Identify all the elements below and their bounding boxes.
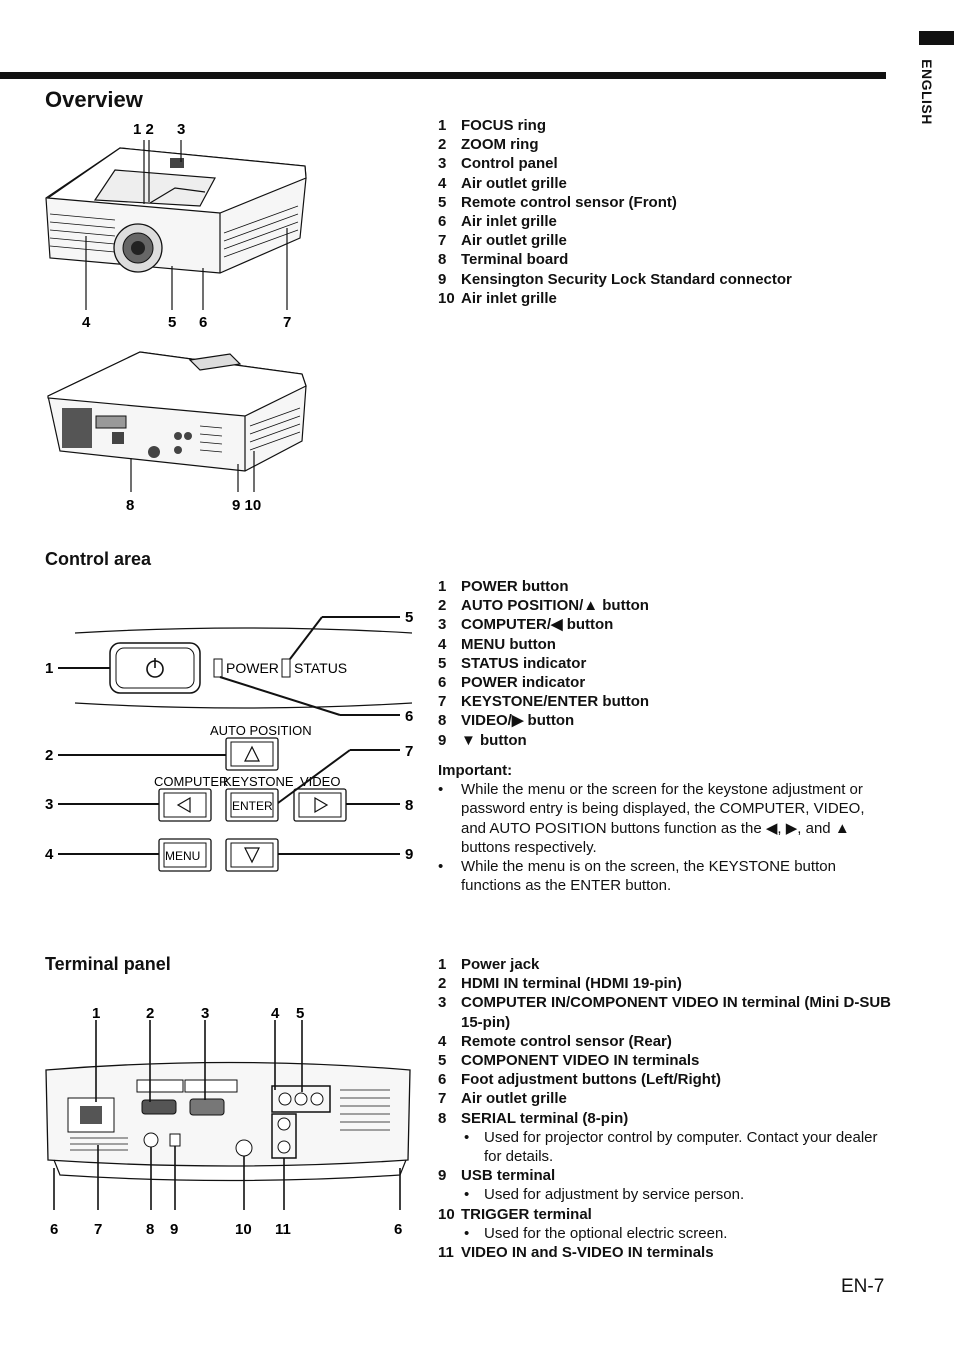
list-item: 8 Terminal board [438, 251, 569, 269]
list-item: 2 AUTO POSITION/▲ button [438, 597, 649, 615]
control-callout-3: 3 [45, 796, 54, 813]
auto-position-button[interactable] [226, 738, 278, 770]
projector-rear-illustration [40, 346, 360, 518]
terminal-list [438, 955, 898, 1262]
list-item: 3 COMPUTER/◀ button [438, 616, 614, 634]
status-indicator [282, 659, 290, 677]
keystone-label: KEYSTONE [223, 774, 294, 789]
header-rule [0, 72, 886, 79]
important-note-2: • While the menu is on the screen, the KEYSTONE button functions as the ENTER button. [438, 858, 836, 895]
terminal-callout-3: 3 [201, 1005, 210, 1022]
control-panel-illustration [40, 605, 425, 885]
list-item: 9 USB terminal [438, 1167, 556, 1185]
front-callout-5: 5 [168, 314, 177, 331]
computer-button[interactable] [159, 789, 211, 821]
list-item: 8 SERIAL terminal (8-pin) [438, 1109, 629, 1127]
terminal-callout-6-left: 6 [50, 1221, 59, 1238]
list-item: 6 Air inlet grille [438, 213, 557, 231]
side-tab-marker [919, 31, 954, 45]
terminal-panel-illustration [40, 1000, 420, 1245]
list-item: 4 Air outlet grille [438, 174, 567, 192]
control-callout-1: 1 [45, 660, 54, 677]
page-title: Overview [45, 87, 143, 112]
control-callout-5: 5 [405, 609, 414, 626]
list-item: 3 COMPUTER IN/COMPONENT VIDEO IN terminal (Mini D-SUB 15-pin) [438, 994, 892, 1031]
front-callout-1-2: 1 2 [133, 121, 154, 138]
terminal-callout-9: 9 [170, 1221, 179, 1238]
list-item: 11 VIDEO IN and S-VIDEO IN terminals [438, 1244, 714, 1262]
video-button[interactable] [294, 789, 346, 821]
terminal-callout-6-right: 6 [394, 1221, 403, 1238]
list-item: 5 Remote control sensor (Front) [438, 193, 677, 211]
control-callout-4: 4 [45, 846, 54, 863]
page-number: EN-7 [841, 1276, 885, 1297]
rear-callout-9-10: 9 10 [232, 497, 262, 514]
list-item: 4 MENU button [438, 635, 556, 653]
list-item: 6 POWER indicator [438, 674, 586, 692]
terminal-callout-1: 1 [92, 1005, 101, 1022]
video-label: VIDEO [300, 774, 341, 789]
front-callout-6: 6 [199, 314, 208, 331]
control-callout-6: 6 [405, 708, 414, 725]
auto-position-label: AUTO POSITION [210, 723, 312, 738]
control-callout-8: 8 [405, 797, 414, 814]
down-button[interactable] [226, 839, 278, 871]
list-item: 9 Kensington Security Lock Standard connector [438, 270, 792, 288]
control-buttons-list [438, 577, 898, 750]
terminal-callout-5: 5 [296, 1005, 305, 1022]
list-item: 2 HDMI IN terminal (HDMI 19-pin) [438, 975, 682, 993]
language-label: ENGLISH [919, 59, 935, 125]
list-item: 1 Power jack [438, 956, 540, 973]
list-item: 6 Foot adjustment buttons (Left/Right) [438, 1071, 721, 1089]
terminal-callout-11: 11 [275, 1221, 291, 1238]
control-callout-7: 7 [405, 743, 414, 760]
list-item: 1 POWER button [438, 578, 569, 595]
list-item: 7 Air outlet grille [438, 1090, 567, 1108]
list-item: 9 ▼ button [438, 731, 527, 749]
terminal-callout-2: 2 [146, 1005, 155, 1022]
front-callout-7: 7 [283, 314, 292, 331]
terminal-callout-10: 10 [235, 1221, 252, 1238]
computer-label: COMPUTER [154, 774, 229, 789]
important-heading: Important: [438, 762, 513, 779]
list-item: 4 Remote control sensor (Rear) [438, 1032, 672, 1050]
list-item: 7 KEYSTONE/ENTER button [438, 693, 650, 711]
projector-front-illustration [40, 118, 360, 333]
list-item: 5 STATUS indicator [438, 654, 587, 672]
control-callout-2: 2 [45, 747, 54, 764]
list-item: 10 Air inlet grille [438, 289, 557, 307]
rear-callout-8: 8 [126, 497, 135, 514]
status-indicator-label: STATUS [294, 660, 348, 676]
power-indicator [214, 659, 222, 677]
important-note-1: • While the menu or the screen for the keystone adjustment or password entry is being displayed, the COMPUTER, VIDEO, and AUTO POSITION buttons function as the ◀, ▶, and ▲ buttons respectively. [438, 781, 865, 856]
list-item: 1 FOCUS ring [438, 117, 546, 134]
terminal-panel-heading: Terminal panel [45, 954, 171, 974]
front-callout-3: 3 [177, 121, 186, 138]
control-area-heading: Control area [45, 549, 152, 569]
list-item: 10 TRIGGER terminal [438, 1205, 592, 1223]
important-notes [438, 761, 892, 895]
list-item: 7 Air outlet grille [438, 232, 567, 250]
list-subitem: • Used for the optional electric screen. [464, 1224, 728, 1242]
list-item: 5 COMPONENT VIDEO IN terminals [438, 1052, 700, 1070]
terminal-callout-4: 4 [271, 1005, 280, 1022]
front-callout-4: 4 [82, 314, 91, 331]
list-item: 3 Control panel [438, 155, 558, 173]
enter-label: ENTER [232, 799, 273, 813]
menu-label: MENU [165, 849, 201, 863]
list-item: 2 ZOOM ring [438, 136, 539, 154]
overview-parts-list [438, 116, 898, 308]
list-subitem: • Used for projector control by computer. Contact your dealer for details. [464, 1128, 878, 1166]
list-item: 8 VIDEO/▶ button [438, 712, 575, 730]
control-callout-9: 9 [405, 846, 414, 863]
power-indicator-label: POWER [226, 660, 279, 676]
terminal-callout-7: 7 [94, 1221, 103, 1238]
list-subitem: • Used for adjustment by service person. [464, 1186, 745, 1204]
terminal-callout-8: 8 [146, 1221, 155, 1238]
